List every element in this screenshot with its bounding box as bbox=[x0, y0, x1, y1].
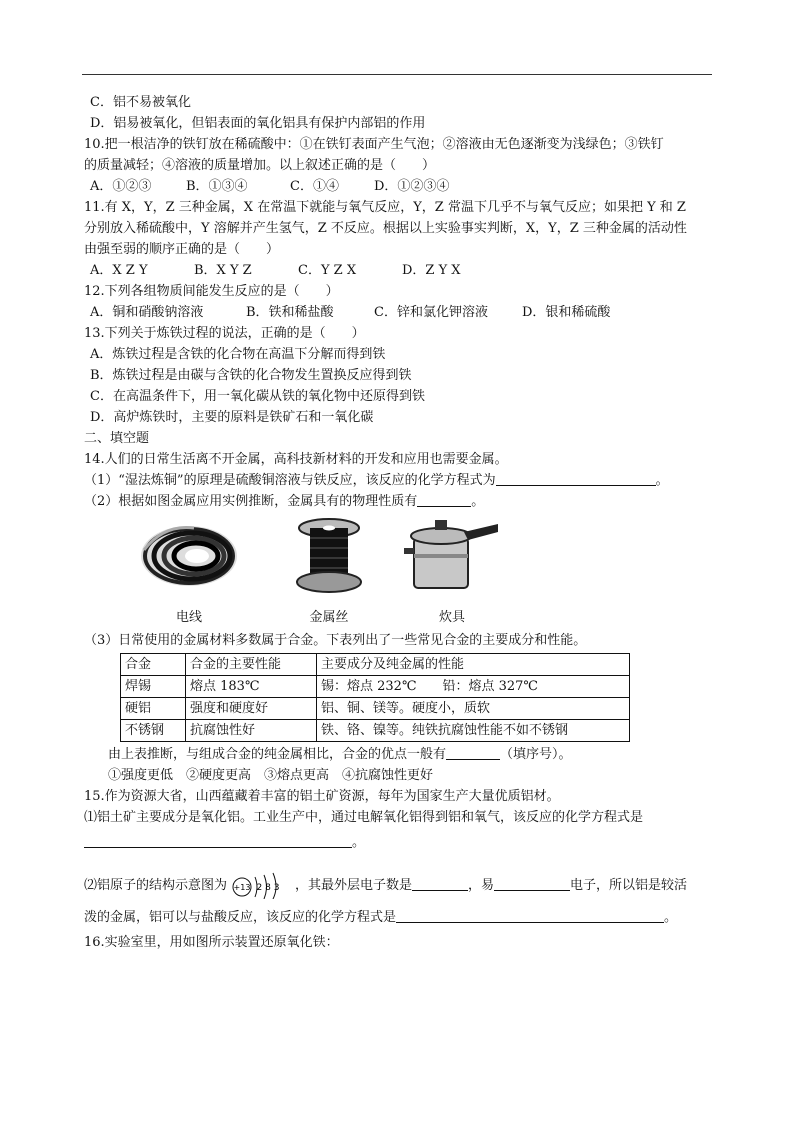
q14-part3-question bbox=[84, 744, 714, 765]
q14-part2 bbox=[84, 491, 714, 512]
q11-stem-line3: 由强至弱的顺序正确的是（ ） bbox=[84, 242, 280, 257]
q15-part1-blank[interactable] bbox=[84, 833, 352, 848]
table-cell: 熔点 183℃ bbox=[186, 676, 317, 698]
q14-part2-blank[interactable] bbox=[417, 492, 471, 507]
q15-part2-line2-text: 泼的金属，铝可以与盐酸反应，该反应的化学方程式是 bbox=[84, 910, 397, 925]
figure-cookware bbox=[402, 514, 502, 628]
q15-part2-text-d: 电子，所以铝是较活 bbox=[570, 878, 688, 893]
table-cell: 焊锡 bbox=[121, 676, 186, 698]
q11-option-a: A．X Z Y bbox=[90, 263, 148, 278]
q14-part3-question-end: （填序号）。 bbox=[500, 747, 572, 762]
q10-stem-line1: 10.把一根洁净的铁钉放在稀硫酸中：①在铁钉表面产生气泡；②溶液由无色逐渐变为浅绿色；③铁钉 bbox=[84, 137, 664, 152]
q15-part2-end: 。 bbox=[664, 910, 678, 925]
pressure-cooker-icon bbox=[402, 514, 502, 596]
q11-option-b: B．X Y Z bbox=[194, 263, 252, 278]
table-header-row bbox=[121, 654, 630, 676]
table-cell: 锡：熔点 232℃ 铅：熔点 327℃ bbox=[317, 676, 630, 698]
table-row bbox=[121, 698, 630, 720]
q15-part2-text-b: ，其最外层电子数是 bbox=[295, 878, 413, 893]
table-cell: 硬铝 bbox=[121, 698, 186, 720]
wire-coil-icon bbox=[134, 514, 244, 596]
q10-stem-line2: 的质量减轻；④溶液的质量增加。以上叙述正确的是（ ） bbox=[84, 158, 436, 173]
q15-equation-blank[interactable] bbox=[396, 908, 664, 923]
q12-options bbox=[84, 302, 714, 323]
q15-part1-end: 。 bbox=[352, 835, 366, 850]
table-cell: 铝、铜、镁等。硬度小，质软 bbox=[317, 698, 630, 720]
q15-stem: 15.作为资源大省，山西蕴藏着丰富的铝土矿资源，每年为国家生产大量优质铝材。 bbox=[84, 789, 560, 804]
table-header-cell: 合金 bbox=[121, 654, 186, 676]
q15-part2-line2 bbox=[84, 904, 714, 932]
figure-caption-wire: 电线 bbox=[175, 610, 202, 625]
q9-option-c: C．铝不易被氧化 bbox=[90, 95, 191, 110]
q15-part1-text: ⑴铝土矿主要成分是氧化铝。工业生产中，通过电解氧化铝得到铝和氧气，该反应的化学方程式是 bbox=[84, 810, 644, 825]
q13-option-d: D．高炉炼铁时，主要的原料是铁矿石和一氧化碳 bbox=[90, 410, 374, 425]
section-heading: 二、填空题 bbox=[84, 431, 150, 446]
q15-part2-text-a: ⑵铝原子的结构示意图为 bbox=[84, 878, 228, 893]
alloy-table bbox=[120, 653, 630, 742]
q14-part1-text: （1）“湿法炼铜”的原理是硫酸铜溶液与铁反应，该反应的化学方程式为 bbox=[84, 473, 496, 488]
figure-wire bbox=[134, 514, 244, 628]
q14-part3-question-text: 由上表推断，与组成合金的纯金属相比，合金的优点一般有 bbox=[108, 747, 447, 762]
q11-options bbox=[84, 260, 714, 281]
q12-option-b: B．铁和稀盐酸 bbox=[246, 305, 334, 320]
figure-caption-metal-wire: 金属丝 bbox=[309, 610, 349, 625]
q12-option-c: C．锌和氯化钾溶液 bbox=[374, 305, 488, 320]
table-row bbox=[121, 720, 630, 742]
q14-part3: （3）日常使用的金属材料多数属于合金。下表列出了一些常见合金的主要成分和性能。 bbox=[84, 633, 587, 648]
header-rule bbox=[82, 74, 712, 75]
atom-shell-electrons: 2 8 3 bbox=[256, 883, 280, 893]
q10-option-b: B．①③④ bbox=[186, 179, 248, 194]
table-header-cell: 主要成分及纯金属的性能 bbox=[317, 654, 630, 676]
q15-electron-count-blank[interactable] bbox=[412, 876, 468, 891]
q11-stem-line2: 分别放入稀硫酸中，Y 溶解并产生氢气，Z 不反应。根据以上实验事实判断，X，Y，Z 三种金属的活动性 bbox=[84, 221, 687, 236]
q11-option-c: C．Y Z X bbox=[298, 263, 357, 278]
table-row bbox=[121, 676, 630, 698]
q11-option-d: D．Z Y X bbox=[402, 263, 461, 278]
q15-gain-lose-blank[interactable] bbox=[494, 876, 570, 891]
q14-part1 bbox=[84, 470, 714, 491]
q10-option-d: D．①②③④ bbox=[374, 179, 450, 194]
table-cell: 强度和硬度好 bbox=[186, 698, 317, 720]
q14-stem: 14.人们的日常生活离不开金属，高科技新材料的开发和应用也需要金属。 bbox=[84, 452, 508, 467]
q11-stem-line1: 11.有 X，Y，Z 三种金属，X 在常温下就能与氧气反应，Y，Z 常温下几乎不与氧气反应；如果把 Y 和 Z bbox=[84, 200, 686, 215]
q12-option-a: A．铜和硝酸钠溶液 bbox=[90, 305, 204, 320]
figure-caption-cookware: 炊具 bbox=[438, 610, 465, 625]
table-cell: 不锈钢 bbox=[121, 720, 186, 742]
metal-usage-figures bbox=[84, 514, 714, 626]
q14-part2-end: 。 bbox=[471, 494, 485, 509]
q14-part3-blank[interactable] bbox=[446, 745, 500, 760]
q10-option-a: A．①②③ bbox=[90, 179, 152, 194]
q13-option-a: A．炼铁过程是含铁的化合物在高温下分解而得到铁 bbox=[90, 347, 386, 362]
q10-option-c: C．①④ bbox=[290, 179, 339, 194]
document-page bbox=[84, 92, 714, 953]
atom-structure-icon bbox=[231, 869, 291, 899]
q9-option-d: D．铝易被氧化，但铝表面的氧化铝具有保护内部铝的作用 bbox=[90, 116, 426, 131]
atom-nucleus-label: +13 bbox=[233, 883, 251, 892]
table-header-cell: 合金的主要性能 bbox=[186, 654, 317, 676]
q12-option-d: D．银和稀硫酸 bbox=[522, 305, 611, 320]
q10-options bbox=[84, 176, 714, 197]
q15-part2-text-c: ，易 bbox=[468, 878, 495, 893]
q15-part2 bbox=[84, 868, 714, 904]
q14-part2-text: （2）根据如图金属应用实例推断，金属具有的物理性质有 bbox=[84, 494, 418, 509]
q16-stem: 16.实验室里，用如图所示装置还原氧化铁： bbox=[84, 935, 339, 950]
q13-option-c: C．在高温条件下，用一氧化碳从铁的氧化物中还原得到铁 bbox=[90, 389, 425, 404]
figure-metal-wire bbox=[289, 514, 369, 628]
q12-stem: 12.下列各组物质间能发生反应的是（ ） bbox=[84, 284, 339, 299]
table-cell: 抗腐蚀性好 bbox=[186, 720, 317, 742]
q13-stem: 13.下列关于炼铁过程的说法，正确的是（ ） bbox=[84, 326, 365, 341]
wire-spool-icon bbox=[294, 514, 364, 596]
q14-part1-blank[interactable] bbox=[496, 471, 656, 486]
q13-option-b: B．炼铁过程是由碳与含铁的化合物发生置换反应得到铁 bbox=[90, 368, 412, 383]
q14-part1-end: 。 bbox=[655, 473, 669, 488]
table-cell: 铁、铬、镍等。纯铁抗腐蚀性能不如不锈钢 bbox=[317, 720, 630, 742]
q14-part3-options: ①强度更低 ②硬度更高 ③熔点更高 ④抗腐蚀性更好 bbox=[108, 768, 434, 783]
q15-part1-answer bbox=[84, 828, 714, 868]
